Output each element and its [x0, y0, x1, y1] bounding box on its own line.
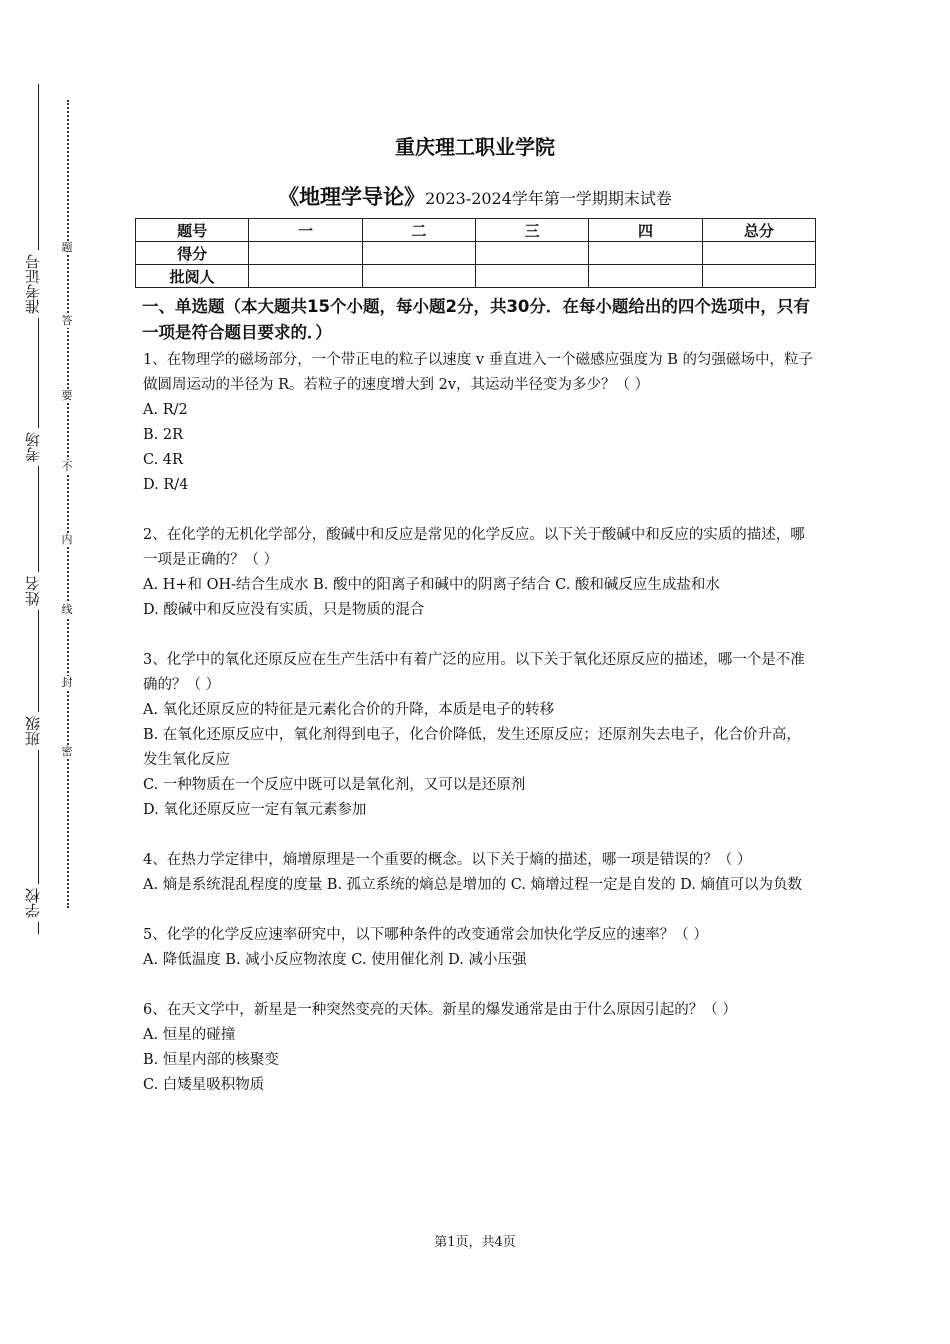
question-option: B. 2R: [143, 427, 184, 443]
margin-field-school: [12, 884, 52, 922]
seal-char: 封: [59, 676, 75, 690]
score-cell[interactable]: [475, 242, 588, 265]
question-option: A. 氧化还原反应的特征是元素化合价的升降，本质是电子的转移: [143, 702, 555, 718]
exam-term: 2023-2024学年第一学期期末试卷: [425, 189, 672, 208]
score-cell[interactable]: [589, 242, 702, 265]
score-cell[interactable]: [362, 265, 475, 288]
question-option: C. 白矮星吸积物质: [143, 1077, 265, 1093]
margin-field-name: [12, 572, 52, 610]
score-table-row: [136, 265, 816, 288]
score-col-header: 四: [589, 219, 702, 242]
seal-char: 要: [59, 389, 75, 403]
score-col-header: 三: [475, 219, 588, 242]
question-option: C. 一种物质在一个反应中既可以是氧化剂，又可以是还原剂: [143, 777, 526, 793]
question-stem: 6、在天文学中，新星是一种突然变亮的天体。新星的爆发通常是由于什么原因引起的？（ ）: [143, 1002, 737, 1018]
score-cell[interactable]: [702, 242, 815, 265]
seal-dotted-line: [67, 100, 69, 908]
question-option: A. 降低温度 B. 减小反应物浓度 C. 使用催化剂 D. 减小压强: [143, 952, 527, 968]
question-area: [143, 294, 813, 1123]
seal-char: 不: [59, 460, 75, 474]
seal-char: 密: [59, 745, 75, 759]
margin-field-exam-number: [12, 250, 52, 318]
question: [143, 848, 813, 898]
score-col-header: 二: [362, 219, 475, 242]
question: [143, 998, 813, 1098]
score-table-header-row: [136, 219, 816, 242]
score-cell[interactable]: [589, 265, 702, 288]
exam-title: [0, 181, 950, 211]
margin-field-exam-room: [12, 428, 52, 466]
seal-char: 内: [59, 533, 75, 547]
score-col-header: 一: [249, 219, 362, 242]
score-row-header: 得分: [136, 242, 249, 265]
question-stem: 3、化学中的氧化还原反应在生产生活中有着广泛的应用。以下关于氧化还原反应的描述，哪一个是不准确的？（ ）: [143, 652, 805, 693]
margin-field-label: 考场: [22, 428, 43, 466]
score-cell[interactable]: [702, 265, 815, 288]
question-option: C. 4R: [143, 452, 183, 468]
question-option: B. 在氧化还原反应中，氧化剂得到电子，化合价降低，发生还原反应；还原剂失去电子，化合价升高，发生氧化反应: [143, 727, 801, 768]
question-option: D. R/4: [143, 477, 189, 493]
school-name: 重庆理工职业学院: [395, 135, 555, 159]
question-option: A. H+和 OH-结合生成水 B. 酸中的阳离子和碱中的阴离子结合 C. 酸和碱反应生成盐和水: [143, 577, 720, 593]
question: [143, 648, 813, 823]
question: [143, 923, 813, 973]
question-option: A. 熵是系统混乱程度的度量 B. 孤立系统的熵总是增加的 C. 熵增过程一定是自发的 D. 熵值可以为负数: [143, 877, 803, 893]
margin-field-label: 学校: [22, 884, 43, 922]
score-table-row: [136, 242, 816, 265]
course-name: 《地理学导论》: [278, 185, 426, 209]
binding-margin-line: [38, 84, 39, 934]
score-col-header: 题号: [136, 219, 249, 242]
margin-field-label: 班级: [22, 712, 43, 750]
score-cell[interactable]: [475, 265, 588, 288]
score-row-header: 批阅人: [136, 265, 249, 288]
score-table: [135, 218, 816, 288]
question: [143, 523, 813, 623]
question-stem: 5、化学的化学反应速率研究中，以下哪种条件的改变通常会加快化学反应的速率？（ ）: [143, 927, 708, 943]
question-option: D. 氧化还原反应一定有氧元素参加: [143, 802, 367, 818]
section-title: 一、单选题（本大题共15个小题，每小题2分，共30分．在每小题给出的四个选项中，只有一项是符合题目要求的．）: [142, 297, 810, 342]
seal-char: 题: [59, 241, 75, 255]
margin-field-label: 准考证号: [22, 250, 43, 318]
question-option: D. 酸碱中和反应没有实质，只是物质的混合: [143, 602, 425, 618]
question-option: A. 恒星的碰撞: [143, 1027, 236, 1043]
seal-char: 答: [59, 314, 75, 328]
margin-field-label: 姓名: [22, 572, 43, 610]
question-option: B. 恒星内部的核聚变: [143, 1052, 279, 1068]
page-number: 第1页，共4页: [434, 1235, 516, 1250]
question-stem: 4、在热力学定律中，熵增原理是一个重要的概念。以下关于熵的描述，哪一项是错误的？（ ）: [143, 852, 752, 868]
score-cell[interactable]: [249, 242, 362, 265]
score-col-header: 总分: [702, 219, 815, 242]
question: [143, 348, 813, 498]
seal-char: 线: [59, 603, 75, 617]
score-cell[interactable]: [249, 265, 362, 288]
question-stem: 1、在物理学的磁场部分，一个带正电的粒子以速度 v 垂直进入一个磁感应强度为 B 的匀强磁场中，粒子做圆周运动的半径为 R。若粒子的速度增大到 2v，其运动半径变为多少？（ ）: [143, 352, 814, 393]
margin-field-class: [12, 712, 52, 750]
question-stem: 2、在化学的无机化学部分，酸碱中和反应是常见的化学反应。以下关于酸碱中和反应的实质的描述，哪一项是正确的？（ ）: [143, 527, 805, 568]
question-option: A. R/2: [143, 402, 188, 418]
score-cell[interactable]: [362, 242, 475, 265]
